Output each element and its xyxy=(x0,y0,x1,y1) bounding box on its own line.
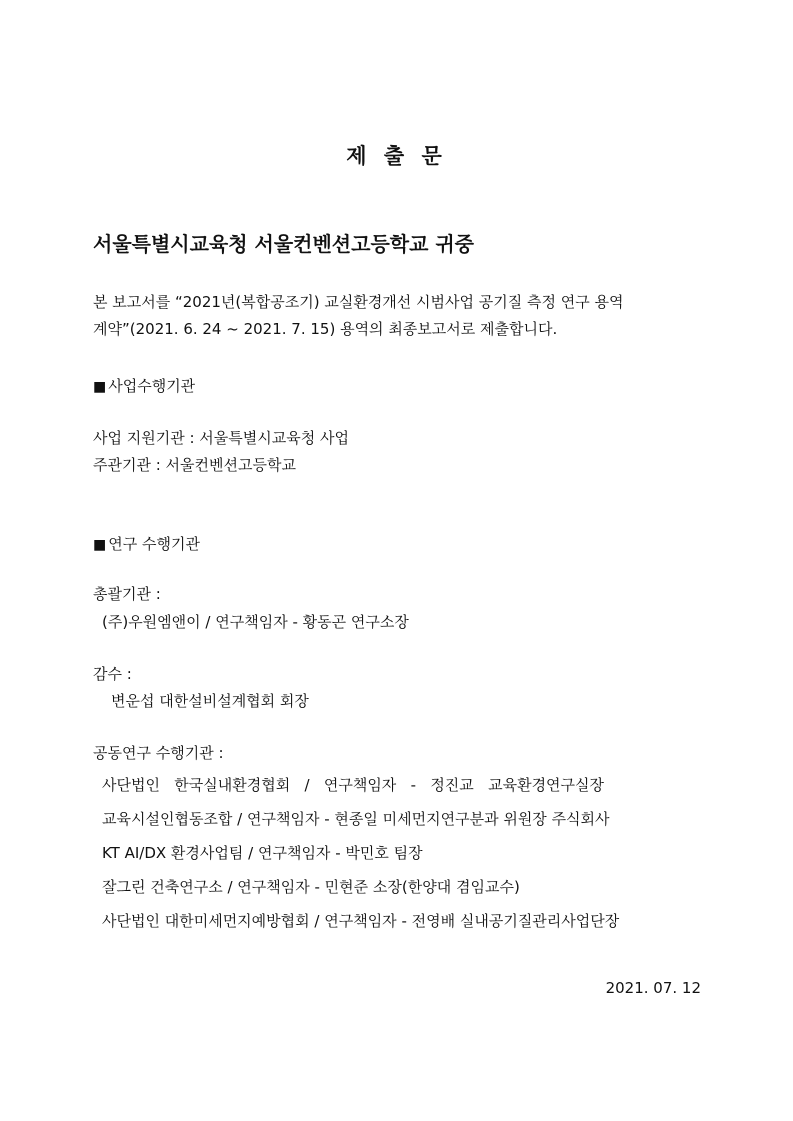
section-research-heading xyxy=(93,534,200,555)
section-business-title: 사업수행기관 xyxy=(108,377,196,395)
joint-agency-item: 사단법인 한국실내환경협회 / 연구책임자 - 정진교 교육환경연구실장 xyxy=(102,776,605,794)
section-business-heading xyxy=(93,376,195,397)
joint-agency-item: 사단법인 대한미세먼지예방협회 / 연구책임자 - 전영배 실내공기질관리사업단장 xyxy=(102,912,620,930)
general-agency-label: 총괄기관 : xyxy=(93,585,161,603)
supervision-label: 감수 : xyxy=(93,665,132,683)
general-agency-value: (주)우원엠앤이 / 연구책임자 - 황동곤 연구소장 xyxy=(102,613,409,631)
joint-agency-label: 공동연구 수행기관 : xyxy=(93,744,224,762)
joint-agency-item: 교육시설인협동조합 / 연구책임자 - 현종일 미세먼지연구분과 위원장 주식회사 xyxy=(102,810,610,828)
host-agency-line: 주관기관 : 서울컨벤션고등학교 xyxy=(93,456,296,474)
joint-agency-item: KT AI/DX 환경사업팀 / 연구책임자 - 박민호 팀장 xyxy=(102,844,423,862)
support-agency-line: 사업 지원기관 : 서울특별시교육청 사업 xyxy=(93,429,349,447)
page-title: 제 출 문 xyxy=(346,144,447,168)
square-bullet-icon: ■ xyxy=(93,379,107,395)
submission-date: 2021. 07. 12 xyxy=(605,979,701,997)
intro-line-1: 본 보고서를 “2021년(복합공조기) 교실환경개선 시범사업 공기질 측정 연구 용역 xyxy=(93,293,624,311)
section-research-title: 연구 수행기관 xyxy=(108,535,200,553)
square-bullet-icon: ■ xyxy=(93,537,107,553)
intro-line-2: 계약”(2021. 6. 24 ~ 2021. 7. 15) 용역의 최종보고서로 제출합니다. xyxy=(93,320,558,338)
recipient-line: 서울특별시교육청 서울컨벤션고등학교 귀중 xyxy=(93,232,475,256)
supervision-value: 변운섭 대한설비설계협회 회장 xyxy=(111,692,309,710)
joint-agency-item: 잘그린 건축연구소 / 연구책임자 - 민현준 소장(한양대 겸임교수) xyxy=(102,878,520,896)
